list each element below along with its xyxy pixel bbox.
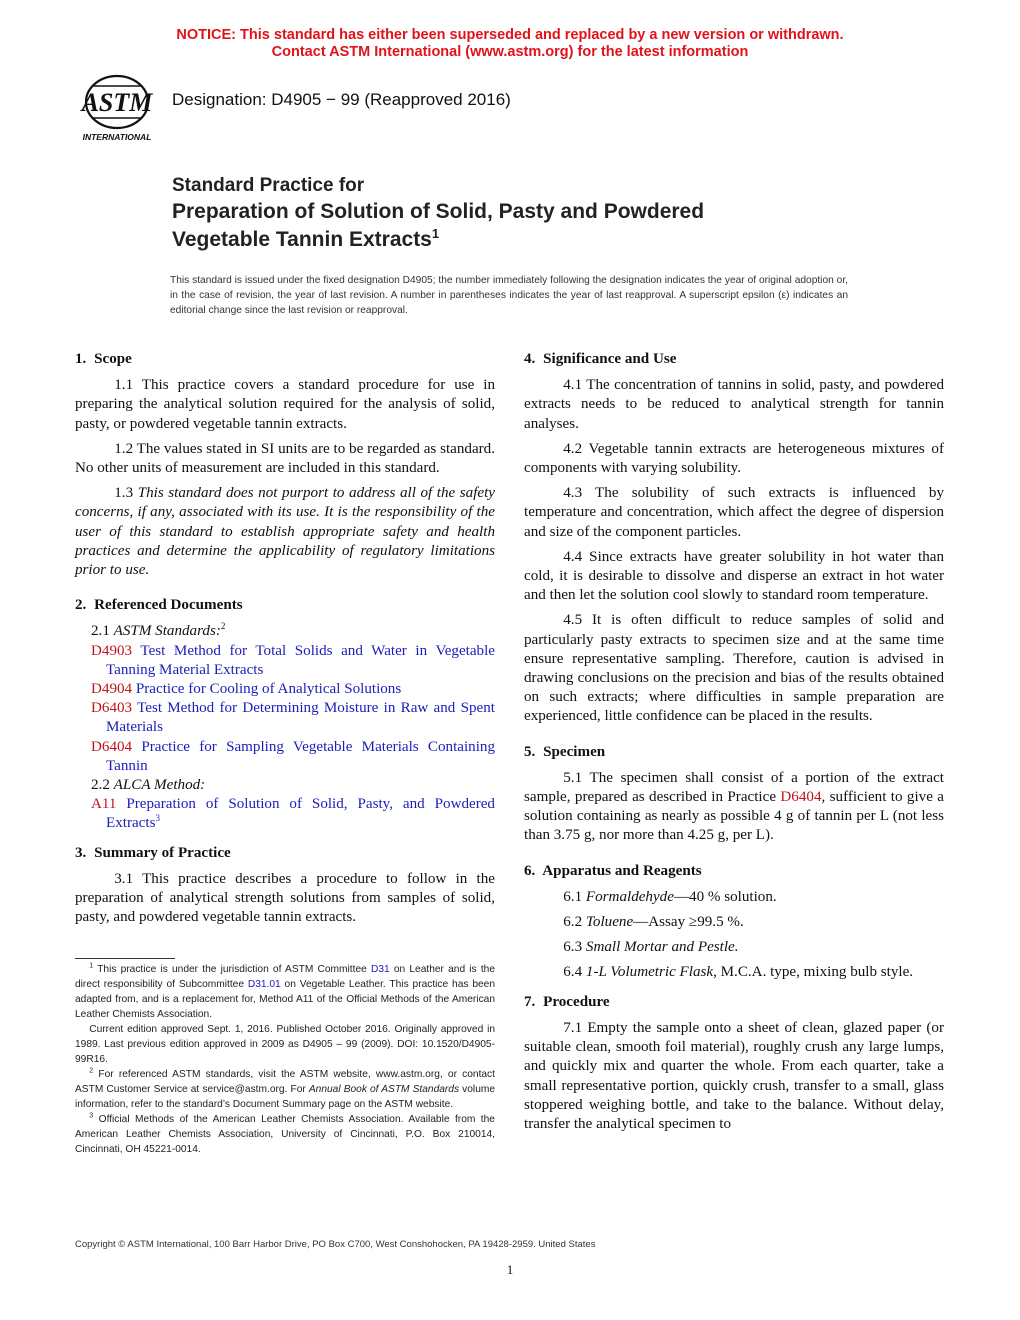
- para-4-5: 4.5 It is often difficult to reduce samples of solid and particularly pasty extracts to specimen size and at the same time ensure representative sampling. Therefore, caution is advised in drawing conclusions on the precision and bias of the results obtained on such extracts; where difficulties in sample preparation are experienced, little confidence can be placed in the results.: [524, 612, 944, 725]
- para-4-4: 4.4 Since extracts have greater solubility in hot water than cold, it is desirable to dissolve and disperse an extract in hot water and then let the solution cool slowly to standard room temperature.: [524, 548, 944, 604]
- para-6-4: 6.4 1-L Volumetric Flask, M.C.A. type, mixing bulb style.: [563, 964, 914, 981]
- footnote-2: $^2$ For referenced ASTM standards, visit the ASTM website, www.astm.org, or contact ASTM Customer Service at service@astm.org. For Annual Book of ASTM Standards volume information, refer to the standard’s Document Summary page on the ASTM website.: [75, 1067, 496, 1110]
- astm-logo: [73, 72, 161, 144]
- notice-banner: [0, 27, 1020, 61]
- para-4-2: 4.2 Vegetable tannin extracts are heterogeneous mixtures of components with varying solubility.: [524, 440, 944, 477]
- left-column: [75, 350, 495, 933]
- copyright: Copyright © ASTM International, 100 Barr Harbor Drive, PO Box C700, West Conshohocken, PA 19428-2959. United States: [75, 1239, 596, 1250]
- logo-text: ASTM: [81, 88, 153, 117]
- link-d31[interactable]: D31: [370, 964, 390, 975]
- reference-a11[interactable]: A11 Preparation of Solution of Solid, Pasty, and Powdered Extracts$^3$: [91, 796, 495, 832]
- section-1-heading: 1. Scope: [75, 351, 132, 367]
- title-line-2: Vegetable Tannin Extracts: [172, 228, 432, 251]
- section-6-heading: 6. Apparatus and Reagents: [524, 862, 702, 879]
- para-6-1: 6.1 Formaldehyde—40 % solution.: [563, 888, 777, 905]
- reference-d6404[interactable]: D6404 Practice for Sampling Vegetable Materials Containing Tannin: [91, 738, 496, 774]
- sub-2-1: 2.1 ASTM Standards:$^2$: [91, 621, 226, 640]
- reference-d4904[interactable]: D4904 Practice for Cooling of Analytical Solutions: [91, 681, 402, 698]
- footnotes: [75, 962, 495, 1157]
- para-1-2: 1.2 The values stated in SI units are to be regarded as standard. No other units of measurement are included in this standard.: [75, 440, 495, 477]
- designation: Designation: D4905 − 99 (Reapproved 2016): [172, 90, 511, 109]
- notice-line-2: Contact ASTM International (www.astm.org) for the latest information: [271, 44, 749, 60]
- footnote-1: $^1$ This practice is under the jurisdiction of ASTM Committee D31 on Leather and is the direct responsibility of Subcommittee D31.01 on Vegetable Leather. This practice has been adapted from, and is a replacement for, Method A11 of the Official Methods of the American Leather Chemists Association.: [75, 962, 496, 1020]
- section-5-heading: 5. Specimen: [524, 743, 606, 760]
- para-1-1: 1.1 This practice covers a standard procedure for use in preparing the analytical solution required for the analysis of solid, pasty, or powdered vegetable tannin extracts.: [75, 377, 495, 432]
- sub-2-2: 2.2 ALCA Method:: [91, 777, 206, 794]
- footnote-3: $^3$ Official Methods of the American Leather Chemists Association. Available from the American Leather Chemists Association, University of Cincinnati, P.O. Box 210014, Cincinnati, OH 45221-0014.: [75, 1112, 495, 1155]
- para-5-1: 5.1 The specimen shall consist of a portion of the extract sample, prepared as described in Practice D6404, sufficient to give a solution containing as nearly as possible 4 g of tannin per L (not less than 3.75 g, nor more than 4.25 g, per L).: [524, 769, 944, 844]
- title-line-1: Preparation of Solution of Solid, Pasty and Powdered: [172, 200, 705, 223]
- link-d31-01[interactable]: D31.01: [247, 979, 281, 990]
- document-title: [172, 174, 872, 254]
- section-4-heading: 4. Significance and Use: [524, 351, 677, 367]
- reference-d6403[interactable]: D6403 Test Method for Determining Moisture in Raw and Spent Materials: [91, 700, 495, 736]
- para-6-3: 6.3 Small Mortar and Pestle.: [563, 939, 739, 956]
- footnote-1-edition: Current edition approved Sept. 1, 2016. Published October 2016. Originally approved in 1989. Last previous edition approved in 2009 as D4905 – 99 (2009). DOI: 10.1520/D4905-99R16.: [75, 1024, 495, 1065]
- link-d6404[interactable]: D6404: [780, 789, 822, 806]
- para-1-3: 1.3 This standard does not purport to address all of the safety concerns, if any, associated with its use. It is the responsibility of the user of this standard to establish appropriate safety and health practices and determine the applicability of regulatory limitations prior to use.: [75, 485, 496, 579]
- page-number: 1: [506, 1262, 514, 1277]
- section-7-heading: 7. Procedure: [524, 993, 610, 1010]
- title-footnote-mark: 1: [431, 226, 440, 241]
- logo-subtext: INTERNATIONAL: [82, 132, 152, 142]
- para-4-3: 4.3 The solubility of such extracts is influenced by temperature and concentration, which affect the degree of dispersion and size of the component particles.: [524, 485, 944, 540]
- right-column: [524, 350, 944, 1140]
- reference-d4903[interactable]: D4903 Test Method for Total Solids and Water in Vegetable Tanning Material Extracts: [91, 642, 495, 678]
- section-2-heading: 2. Referenced Documents: [75, 597, 243, 614]
- para-3-1: 3.1 This practice describes a procedure to follow in the preparation of analytical strength solutions from samples of solid, pasty, and powdered vegetable tannin extracts.: [75, 870, 495, 926]
- para-4-1: 4.1 The concentration of tannins in solid, pasty, and powdered extracts needs to be reduced to analytical strength for tannin analyses.: [524, 377, 944, 432]
- title-prefix: Standard Practice for: [172, 175, 365, 196]
- section-3-heading: 3. Summary of Practice: [75, 844, 231, 861]
- para-6-2: 6.2 Toluene—Assay ≥99.5 %.: [563, 914, 744, 931]
- issuance-note: This standard is issued under the fixed designation D4905; the number immediately following the designation indicates the year of original adoption or, in the case of revision, the year of last revision. A number in parentheses indicates the year of last reapproval. A superscript epsilon (ε) indicates an editorial change since the last revision or reapproval.: [170, 275, 848, 316]
- para-7-1: 7.1 Empty the sample onto a sheet of clean, glazed paper (or suitable clean, smooth foil material), roughly crush any large lumps, and quickly mix and quarter the whole. From each quarter, take a small representative portion, quickly crush, transfer to a small, glass stoppered weighing bottle, and take to the balance. Without delay, transfer the analytical specimen to: [524, 1019, 944, 1132]
- notice-line-1: NOTICE: This standard has either been superseded and replaced by a new version or withdrawn.: [176, 27, 844, 43]
